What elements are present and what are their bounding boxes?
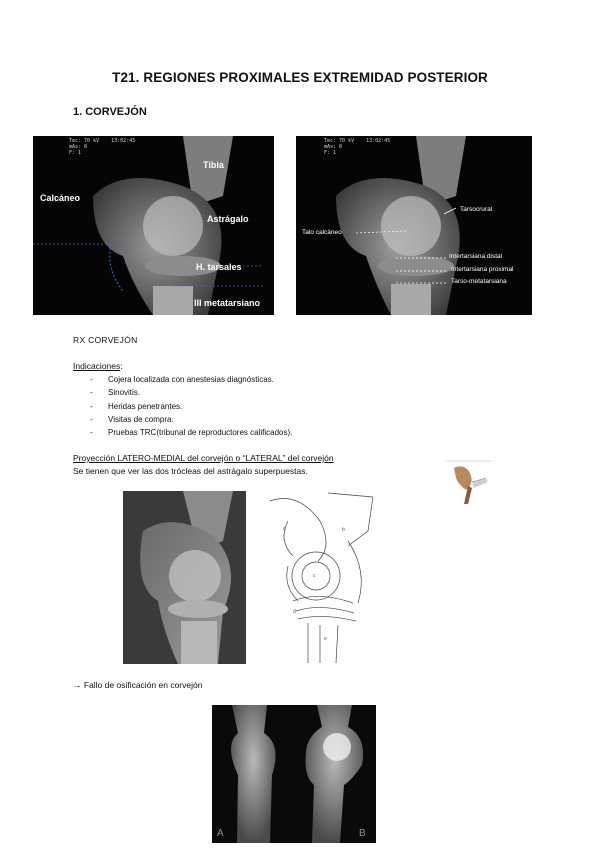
list-item-text: Sinovitis. [108,388,141,398]
bullet: - [90,375,93,384]
indicaciones-colon: : [120,361,123,371]
label-calcaneo: Calcáneo [40,193,81,203]
label-b: B [359,828,366,839]
indicaciones-title [73,361,123,371]
xray-anatomy-labels [33,136,274,315]
label-intertarsiana-distal: Intertarsiana distal [449,253,503,260]
bullet: - [90,388,93,398]
section-heading: 1. CORVEJÓN [73,106,147,118]
list-item [90,400,292,413]
rx-heading: RX CORVEJÓN [73,335,138,345]
list-item [90,413,292,426]
list-item [90,373,292,386]
page-title: T21. REGIONES PROXIMALES EXTREMIDAD POSTERIOR [112,70,488,85]
label-tarsocrural: Tarsocrural [460,206,493,213]
projection-note: Se tienen que ver las dos trócleas del astrágalo superpuestas. [73,466,308,476]
label-astragalo: Astrágalo [207,214,249,224]
label-tarso-metatarsiana: Tarso-metatarsiana [451,278,507,285]
xray-meta: Tec: 70 kV 13:02:45 mAs: 8 F: 1 [69,138,136,156]
diagram-letter: a [283,526,286,532]
ossification-xrays [212,705,376,843]
hock-illustration [446,460,492,506]
label-tibia: Tibia [203,160,224,170]
diagram-letter: e [324,636,327,642]
label-metatarsiano: III metatarsiano [194,298,261,308]
label-intertarsiana-proximal: Intertarsiana proximal [451,266,514,273]
label-tarsales: H. tarsales [196,262,242,272]
diagram-letter: c [313,573,316,579]
projection-heading: Proyección LATERO-MEDIAL del corvejón o “LATERAL” del corvejón [73,453,334,463]
label-a: A [217,828,224,839]
list-item-text: Heridas penetrantes. [108,401,183,411]
list-item [90,386,292,399]
xray-joint-labels [296,136,532,315]
bullet: - [90,428,93,438]
list-item-text: Cojera localizada con anestesias diagnósticas. [108,375,274,384]
diagram-letter: b [342,527,345,533]
label-talo-calcaneo: Talo calcáneo [302,229,342,236]
lateral-diagram [258,491,383,666]
fallo-heading: → Fallo de osificación en corvejón [73,680,203,690]
list-item [90,426,292,439]
bullet: - [90,414,93,424]
xray-meta: Tec: 70 kV 13:02:45 mAs: 8 F: 1 [324,138,391,156]
indicaciones-label: Indicaciones [73,361,121,371]
list-item-text: Pruebas TRC(tribunal de reproductores calificados). [108,428,293,438]
list-item-text: Visitas de compra. [108,414,174,424]
lateral-xray [123,491,246,664]
indicaciones-list [90,373,292,439]
bullet: - [90,401,93,411]
diagram-letter: d [293,609,296,615]
